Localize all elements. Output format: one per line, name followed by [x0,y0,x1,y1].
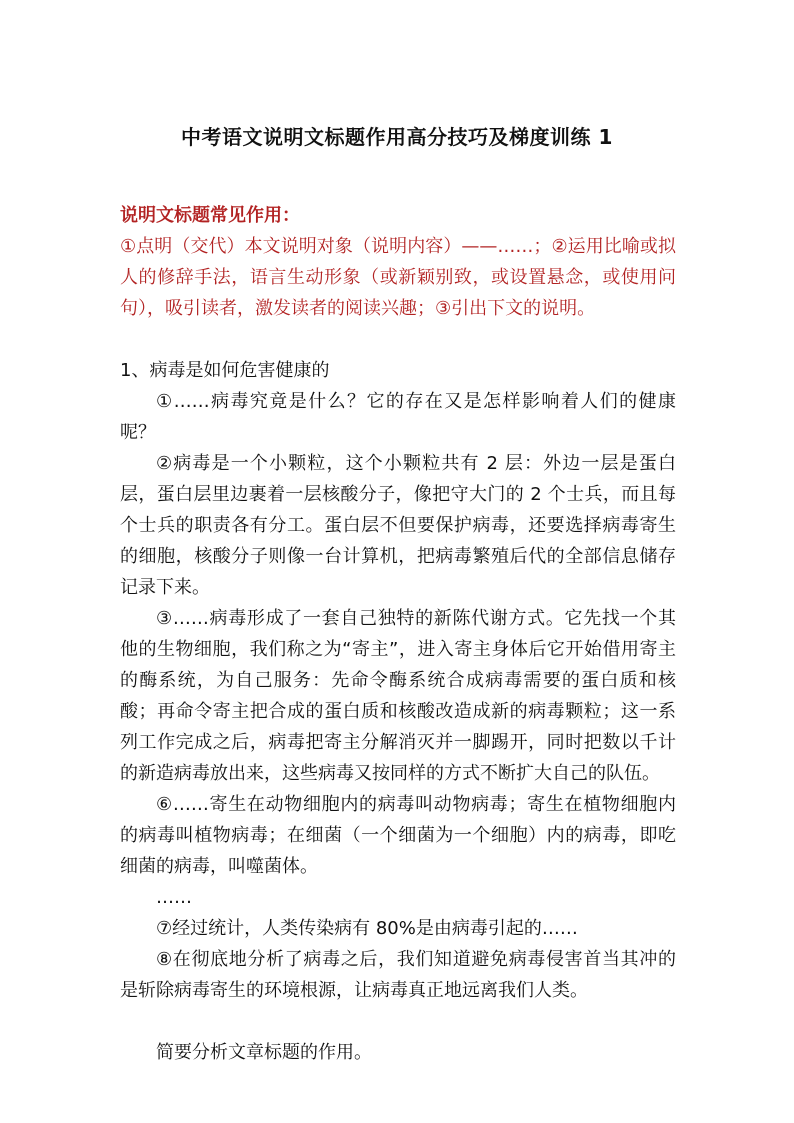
spacer [120,1006,676,1037]
paragraph-1: ①……病毒究竟是什么？它的存在又是怎样影响着人们的健康呢？ [120,391,676,443]
exercise-title: 1、病毒是如何危害健康的 [120,360,330,381]
paragraph-6: ⑥……寄生在动物细胞内的病毒叫动物病毒；寄生在植物细胞内的病毒叫植物病毒；在细菌（一个细菌为一个细胞）内的病毒，即吃细菌的病毒，叫噬菌体。 [120,794,676,877]
spacer [120,324,676,355]
tips-heading: 说明文标题常见作用： [120,205,300,226]
paragraph-7: ⑦经过统计，人类传染病有 80%是由病毒引起的…… [156,918,578,939]
omission-mark: …… [156,887,192,908]
document-title: 中考语文说明文标题作用高分技巧及梯度训练 1 [181,125,613,149]
paragraph-8: ⑧在彻底地分析了病毒之后，我们知道避免病毒侵害首当其冲的是斩除病毒寄生的环境根源，让病毒真正地远离我们人类。 [120,949,676,1001]
tips-body: ①点明（交代）本文说明对象（说明内容）——……；②运用比喻或拟人的修辞手法，语言生动形象（或新颖别致，或设置悬念，或使用问句），吸引读者，激发读者的阅读兴趣；③引出下文的说明。 [120,236,676,319]
document-content [120,200,676,1068]
exercise-question: 简要分析文章标题的作用。 [156,1042,372,1063]
paragraph-2: ②病毒是一个小颗粒，这个小颗粒共有 2 层：外边一层是蛋白层，蛋白层里边裹着一层核酸分子，像把守大门的 2 个士兵，而且每个士兵的职责各有分工。蛋白层不但要保护病毒，还要选择病毒寄生的细胞，核酸分子则像一台计算机，把病毒繁殖后代的全部信息储存记录下来。 [120,453,676,598]
paragraph-3: ③……病毒形成了一套自己独特的新陈代谢方式。它先找一个其他的生物细胞，我们称之为“寄主”，进入寄主身体后它开始借用寄主的酶系统，为自己服务：先命令酶系统合成病毒需要的蛋白质和核酸；再命令寄主把合成的蛋白质和核酸改造成新的病毒颗粒；这一系列工作完成之后，病毒把寄主分解消灭并一脚踢开，同时把数以千计的新造病毒放出来，这些病毒又按同样的方式不断扩大自己的队伍。 [120,608,676,784]
